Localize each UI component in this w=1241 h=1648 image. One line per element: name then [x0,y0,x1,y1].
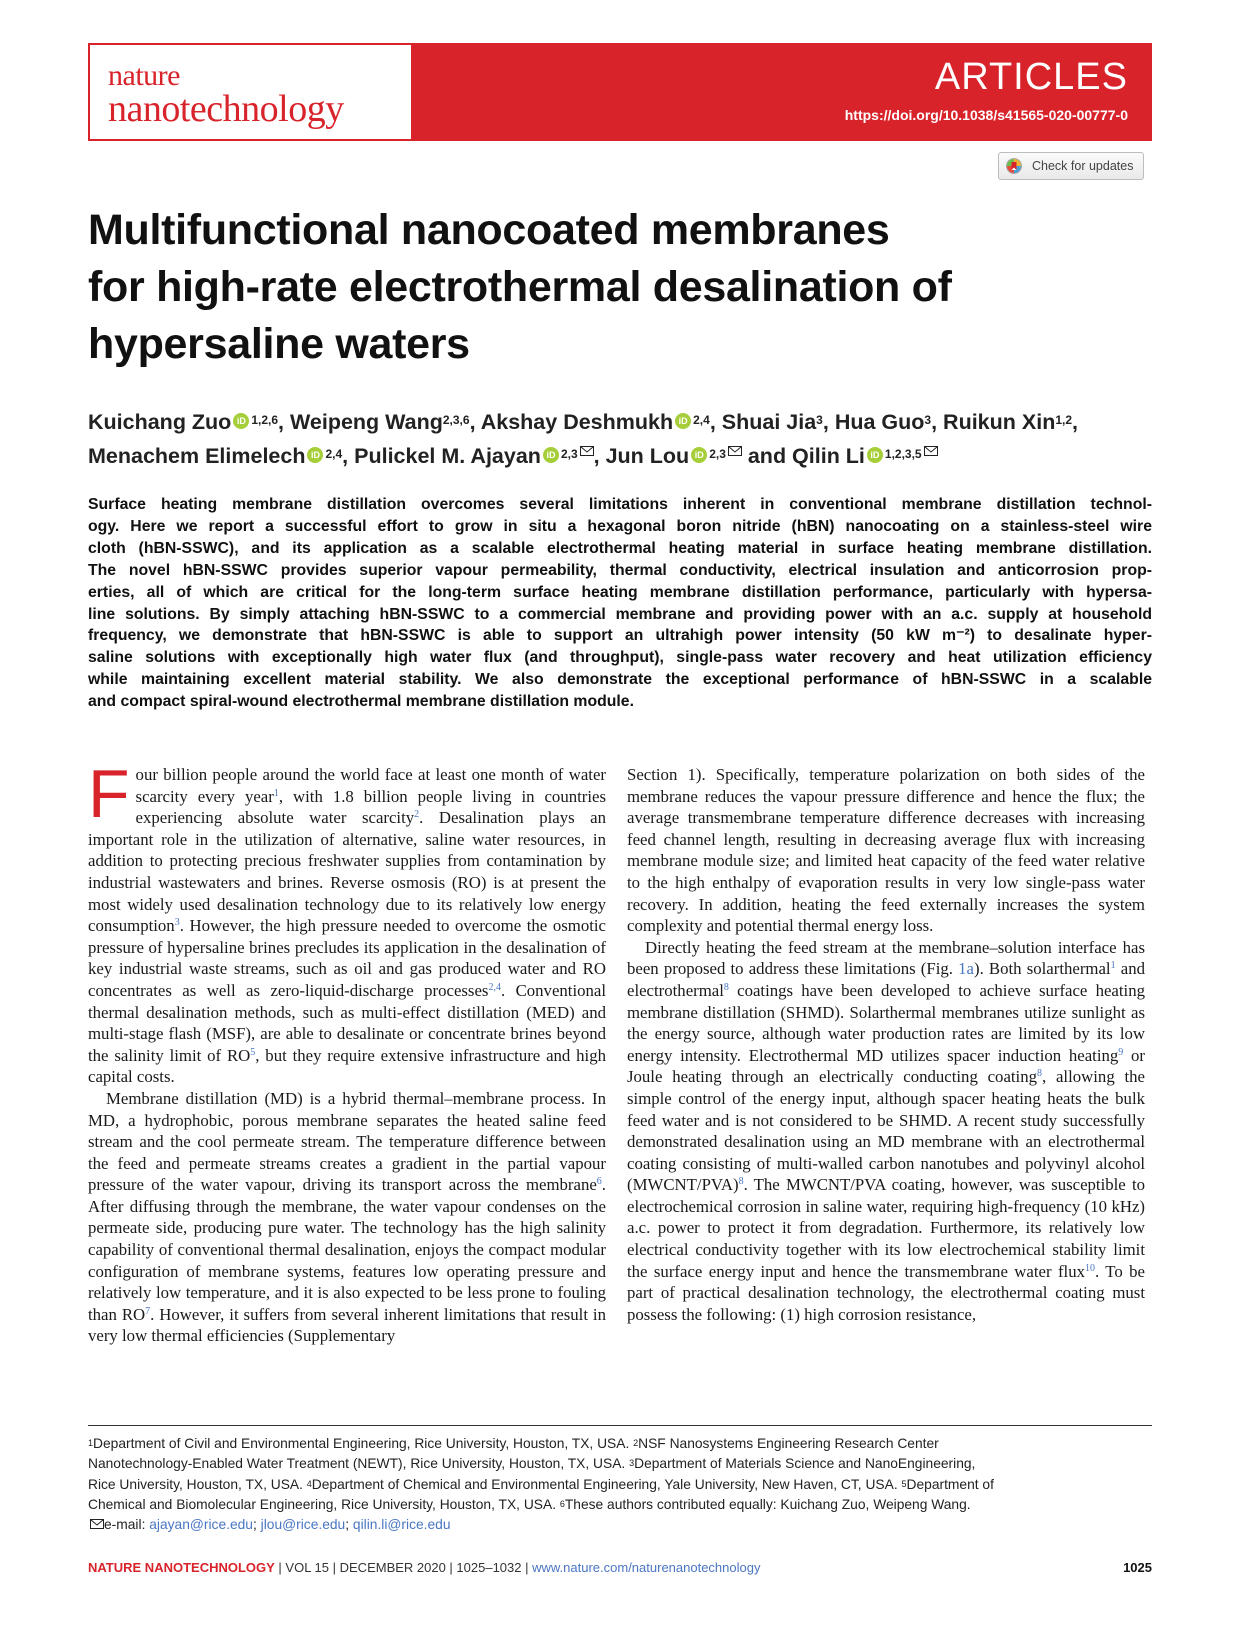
reference-citation[interactable]: 3 [174,917,180,929]
page-number: 1025 [1123,1560,1152,1575]
author-name: Akshay Deshmukh [480,410,674,434]
body-text: , but they require extensive infrastructure and high capital costs. [88,1045,606,1087]
body-text: . After diffusing through the membrane, the water vapour condenses on the permeate side, producing pure water. The technology has the high salinity capability of conventional thermal desalination, enjoys the compact modular configuration of membrane systems, features low operating pressure and relatively low temperature, and it is also expected to be less prone to fouling than RO [88,1175,606,1324]
affiliation-number: 5 [901,1478,907,1489]
author-affiliation: 2,4 [325,447,343,461]
body-text: ). Both solarthermal [973,959,1111,979]
author-affiliation: 2,3,6 [442,413,470,427]
email-label: e-mail: [104,1517,150,1533]
author-line [88,439,1152,473]
body-text: , with 1.8 billion people living in countries experiencing absolute water scarcity [135,786,606,828]
body-text: Section 1). Specifically, temperature polarization on both sides of the membrane reduces the vapour pressure difference and hence the flux; the average transmembrane temperature difference decreases with increasing feed channel length, resulting in decreasing average flux with increasing membrane module size; and limited heat capacity of the feed water relative to the high enthalpy of evaporation results in very low single-pass water recovery. In addition, heating the feed externally increases the system complexity and potential thermal energy loss. [627,765,1145,936]
author-affiliation: 1,2,6 [251,413,279,427]
author-affiliation: 1,2,3,5 [884,447,922,461]
orcid-icon[interactable]: iD [691,447,707,463]
abstract-line: line solutions. By simply attaching hBN-SSWC to a commercial membrane and providing power with an a.c. supply at household [88,605,1152,623]
orcid-icon[interactable]: iD [307,447,323,463]
body-text: coatings have been developed to achieve surface heating membrane distillation (SHMD). Solarthermal membranes utilize sunlight as the energy source, although water production rates are limited by its low energy intensity. Electrothermal MD utilizes spacer induction heating [627,980,1145,1065]
author-affiliation: 2,3 [709,447,726,461]
orcid-icon[interactable]: iD [233,413,249,429]
abstract-line: erties, all of which are critical for the long-term surface heating membrane distillation performance, particularly with hypersa- [88,583,1152,601]
logo-line-nanotechnology: nanotechnology [108,88,344,130]
email-link[interactable]: qilin.li@rice.edu [352,1517,451,1533]
affiliation-text: Department of Materials Science and NanoEngineering, [634,1456,976,1472]
affiliation-text: Department of Civil and Environmental Engineering, Rice University, Houston, TX, USA. [93,1436,634,1451]
reference-citation[interactable]: 2,4 [488,981,501,993]
author-line [88,405,1152,439]
author-separator: , [342,444,355,468]
reference-citation[interactable]: 10 [1085,1262,1095,1274]
body-paragraph [627,764,1145,937]
author-separator: , [709,410,722,434]
author-affiliation: 3 [924,413,932,427]
body-text: , allowing the simple control of the energy input, although spacer heating heats the bulk feed water and is not considered to be SHMD. A recent study successfully demonstrated desalination using an MD membrane with an electrothermal coating consisting of multi-walled carbon nanotubes and polyvinyl alcohol (MWCNT/PVA) [627,1067,1145,1195]
abstract-line: The novel hBN-SSWC provides superior vapour permeability, thermal conductivity, electrical insulation and anticorrosion prop- [88,561,1152,579]
author-separator: , [469,410,481,434]
author-list [88,405,1152,473]
body-text: . Conventional thermal desalination methods, such as multi-effect distillation (MED) and multi-stage flash (MSF), are able to desalinate or concentrate brines beyond the salinity limit of RO [88,980,606,1065]
author-name: Hua Guo [834,410,925,434]
body-text: . However, it suffers from several inherent limitations that result in very low thermal efficiencies (Supplementary [88,1304,606,1346]
reference-citation[interactable]: 9 [1118,1046,1124,1058]
author-name: Jun Lou [605,444,690,468]
affiliation-number: 6 [559,1498,565,1509]
envelope-icon[interactable] [924,432,938,442]
author-name: Qilin Li [792,444,865,468]
body-text: and electrothermal [627,959,1145,1000]
crossmark-icon [1006,158,1022,174]
footnote-divider [88,1425,1152,1426]
envelope-icon [90,1515,104,1525]
body-text: . However, the high pressure needed to overcome the osmotic pressure of hypersaline brines precludes its application in the desalination of key industrial waste streams, such as oil and gas produced water and RO concentrates as well as zero-liquid-discharge processes [88,916,606,1000]
affiliation-number: 2 [633,1438,639,1448]
reference-citation[interactable]: 8 [738,1176,744,1188]
footer-journal-url[interactable]: www.nature.com/naturenanotechnology [532,1560,761,1575]
author-separator: and [741,444,793,468]
reference-citation[interactable]: 7 [145,1305,151,1317]
email-line [88,1515,1152,1535]
reference-citation[interactable]: 1 [273,787,279,799]
body-text: . The MWCNT/PVA coating, however, was susceptible to electrochemical corrosion in saline water, requiring high-frequency (10 kHz) a.c. power to protect it from degradation. Furthermore, its relatively low electrical conductivity together with its low electrochemical stability limit the surface energy input and hence the transmembrane water flux [627,1175,1145,1281]
orcid-icon[interactable]: iD [543,447,559,463]
journal-banner [88,43,1152,141]
affiliation-number: 1 [88,1438,94,1448]
title-line: Multifunctional nanocoated membranes [88,206,890,254]
footer-journal-name: NATURE NANOTECHNOLOGY [88,1560,275,1575]
email-separator: ; [252,1517,261,1533]
title-line: hypersaline waters [88,320,470,368]
page-footer [88,1560,1152,1575]
dropcap: F [88,756,130,832]
affiliation-text: Nanotechnology-Enabled Water Treatment (NEWT), Rice University, Houston, TX, USA. [88,1456,630,1472]
figure-link[interactable]: 1a [958,959,974,979]
author-affiliation: 2,4 [693,413,710,427]
reference-citation[interactable]: 8 [723,981,729,993]
body-paragraph [88,756,606,1088]
abstract-line: Surface heating membrane distillation overcomes several limitations inherent in conventional membrane distillation technol- [88,496,1152,513]
reference-citation[interactable]: 5 [250,1046,256,1058]
body-paragraph [88,1088,606,1347]
affiliation-text: Department of [906,1476,994,1492]
doi-link[interactable]: https://doi.org/10.1038/s41565-020-00777-0 [844,107,1128,123]
body-text: Directly heating the feed stream at the membrane–solution interface has been proposed to address these limitations (Fig. [627,937,1145,979]
author-separator: , [1072,410,1078,434]
email-link[interactable]: ajayan@rice.edu [149,1517,253,1533]
affiliation-text: Department of Chemical and Environmental Engineering, Yale University, New Haven, CT, USA. [311,1476,902,1492]
logo-line-nature: nature [108,59,180,92]
author-separator: , [593,444,606,468]
affiliation-text: Rice University, Houston, TX, USA. [88,1476,307,1492]
affiliation-line [88,1495,1152,1515]
affiliations-footnote [88,1434,1152,1535]
orcid-icon[interactable]: iD [867,447,883,463]
footer-issue-info: | VOL 15 | DECEMBER 2020 | 1025–1032 | [274,1560,533,1575]
author-name: Menachem Elimelech [88,444,306,468]
affiliation-number: 4 [306,1478,312,1489]
author-name: Weipeng Wang [289,410,443,434]
author-separator: , [931,410,944,434]
author-separator: , [822,410,835,434]
abstract [88,494,1152,713]
abstract-line: ogy. Here we report a successful effort to grow in situ a hexagonal boron nitride (hBN) nanocoating on a stainless-steel wire [88,517,1152,535]
affiliation-line [88,1434,1152,1454]
body-text: our billion people around the world face at least one month of water scarcity every year [135,765,606,806]
affiliation-line [88,1475,1152,1495]
body-text: . Desalination plays an important role in the utilization of alternative, saline water resources, in addition to protecting precious freshwater supplies from contamination by industrial wastewaters and brines. Reverse osmosis (RO) is at present the most widely used desalination technology due to its relatively low energy consumption [88,808,606,936]
reference-citation[interactable]: 6 [596,1176,602,1188]
section-label: ARTICLES [934,56,1128,98]
abstract-line: saline solutions with exceptionally high water flux (and throughput), single-pass water recovery and heat utilization efficiency [88,649,1152,667]
author-separator: , [278,410,290,434]
abstract-line: and compact spiral-wound electrothermal membrane distillation module. [88,693,634,711]
reference-citation[interactable]: 8 [1037,1068,1043,1080]
body-column-right [627,764,1145,1325]
reference-citation[interactable]: 1 [1110,960,1116,972]
affiliation-text: NSF Nanosystems Engineering Research Center [638,1436,939,1451]
author-name: Pulickel M. Ajayan [354,444,541,468]
body-text: Membrane distillation (MD) is a hybrid thermal–membrane process. In MD, a hydrophobic, porous membrane separates the heated saline feed stream and the cool permeate stream. The temperature difference between the feed and permeate streams creates a gradient in the partial vapour pressure of the water vapour, driving its transport across the membrane [88,1088,606,1195]
email-link[interactable]: jlou@rice.edu [260,1517,346,1533]
abstract-line: cloth (hBN-SSWC), and its application as a scalable electrothermal heating material in surface heating membrane distillation. [88,539,1152,557]
body-text: or Joule heating through an electrically conducting coating [627,1045,1145,1087]
reference-citation[interactable]: 2 [414,809,420,821]
author-name: Kuichang Zuo [88,410,232,434]
body-paragraph [627,937,1145,1326]
abstract-line: while maintaining excellent material stability. We also demonstrate the exceptional performance of hBN-SSWC in a scalable [88,671,1152,689]
envelope-icon[interactable] [580,432,594,442]
journal-logo[interactable] [90,45,411,139]
envelope-icon[interactable] [728,432,742,442]
author-affiliation: 3 [816,413,823,427]
title-line: for high-rate electrothermal desalination of [88,263,952,311]
orcid-icon[interactable]: iD [675,413,691,429]
article-title [88,202,1152,373]
affiliation-number: 3 [629,1458,635,1469]
author-name: Ruikun Xin [943,410,1056,434]
affiliation-text: These authors contributed equally: Kuichang Zuo, Weipeng Wang. [564,1496,971,1512]
email-separator: ; [345,1517,353,1533]
check-for-updates-label: Check for updates [1032,159,1134,173]
check-for-updates-button[interactable] [998,152,1144,180]
affiliation-line [88,1454,1152,1474]
affiliation-text: Chemical and Biomolecular Engineering, Rice University, Houston, TX, USA. [88,1496,560,1512]
body-column-left [88,756,606,1347]
author-affiliation: 2,3 [560,447,578,461]
author-affiliation: 1,2 [1055,413,1073,427]
body-text: . To be part of practical desalination technology, the electrothermal coating must possess the following: (1) high corrosion resistance, [627,1261,1145,1324]
author-name: Shuai Jia [721,410,817,434]
abstract-line: frequency, we demonstrate that hBN-SSWC is able to support an ultrahigh power intensity (50 kW m⁻²) to desalinate hyper- [88,627,1152,645]
